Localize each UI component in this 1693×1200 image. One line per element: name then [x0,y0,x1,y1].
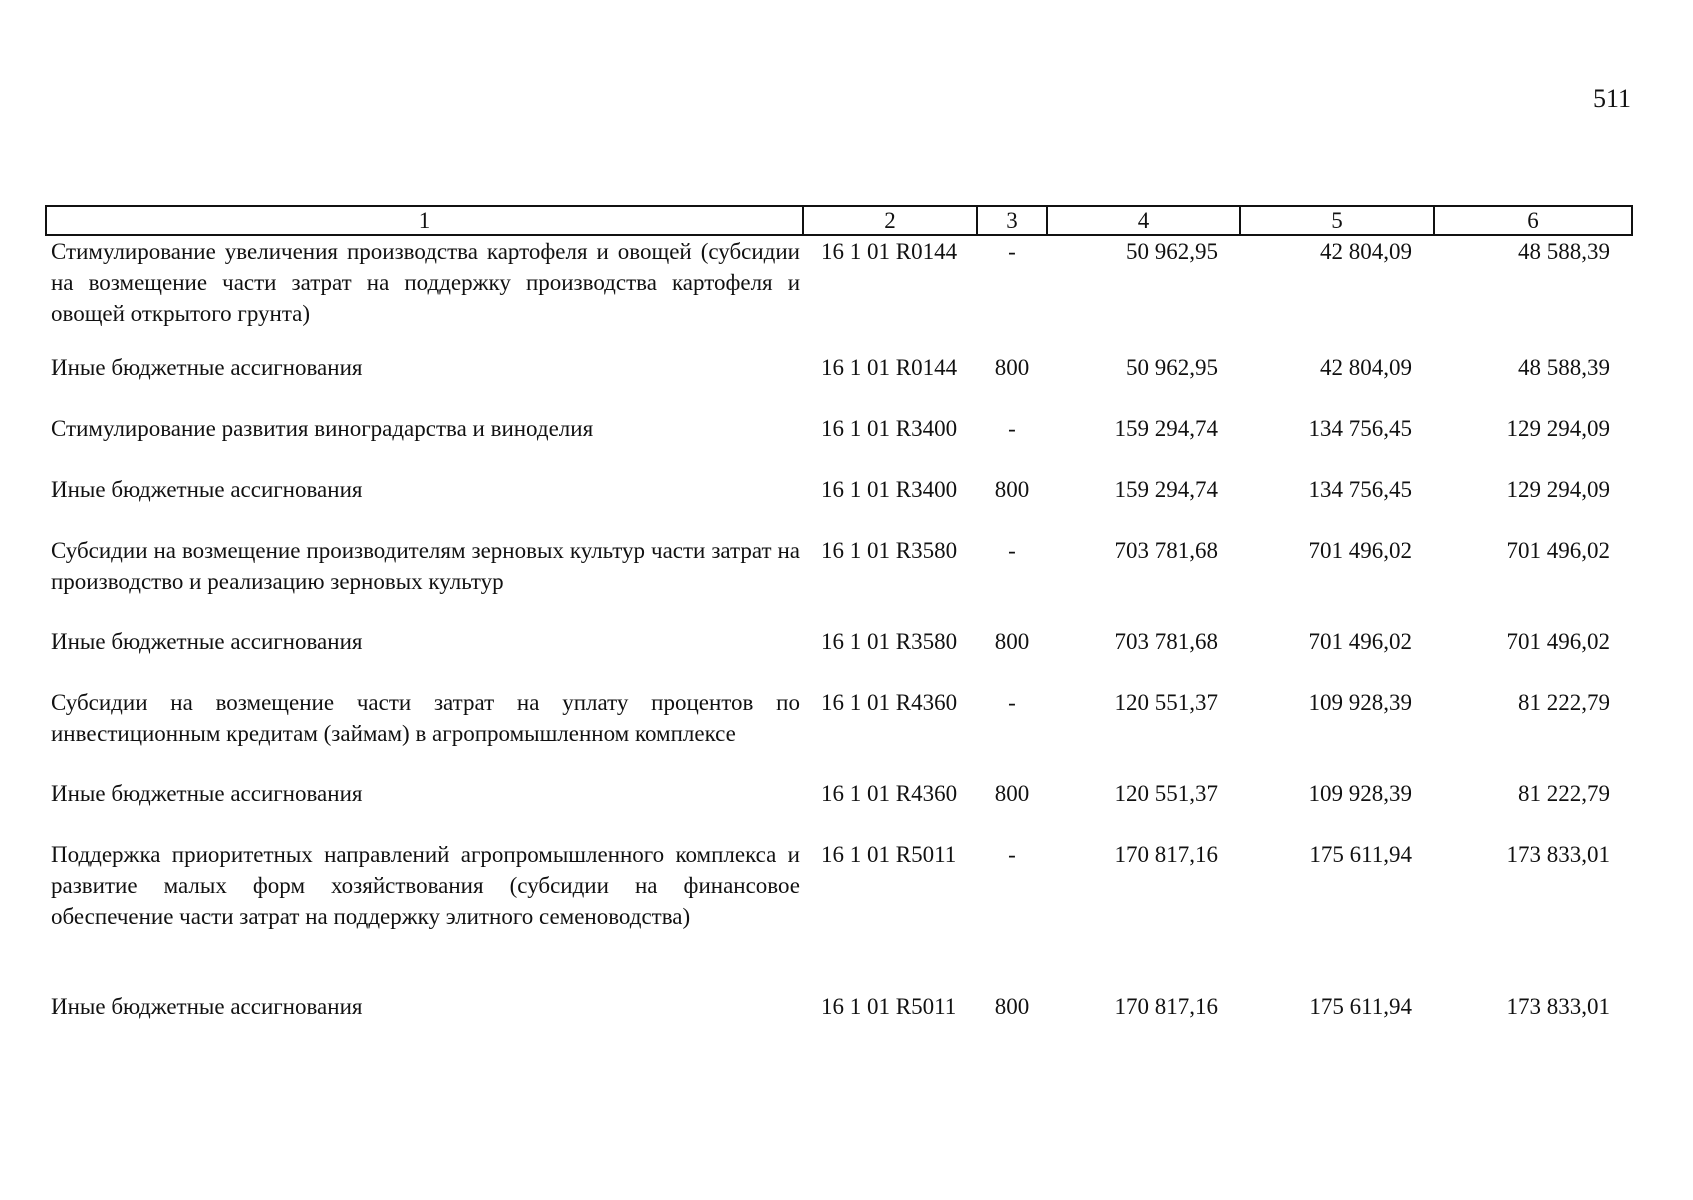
row-value-col6: 129 294,09 [1506,416,1610,441]
row-name: Стимулирование увеличения производства картофеля и овощей (субсидии на возмещение части затрат на поддержку производства картофеля и овощей открытого грунта) [51,239,800,326]
column-header-1: 1 [46,206,803,235]
row-expense-type: 800 [994,994,1030,1019]
row-expense-type: - [1008,416,1016,441]
table-row [46,626,1632,687]
row-value-col5: 134 756,45 [1308,416,1412,441]
row-value-col4: 703 781,68 [1114,538,1218,563]
row-expense-type: - [1008,690,1016,715]
table-row [46,352,1632,413]
row-value-col4: 703 781,68 [1114,629,1218,654]
row-code: 16 1 01 R3580 [821,538,958,563]
row-value-col6: 81 222,79 [1518,690,1610,715]
table-row [46,474,1632,535]
table-header [46,206,1632,235]
row-value-col5: 701 496,02 [1308,538,1412,563]
column-header-6: 6 [1434,206,1632,235]
table-row [46,778,1632,839]
row-code: 16 1 01 R4360 [821,690,958,715]
table-row [46,535,1632,626]
table-row [46,413,1632,474]
row-value-col6: 48 588,39 [1518,355,1610,380]
table-body [46,235,1632,1031]
row-value-col5: 701 496,02 [1308,629,1412,654]
row-name: Иные бюджетные ассигнования [51,994,363,1019]
row-name: Стимулирование развития виноградарства и виноделия [51,416,594,441]
row-value-col6: 701 496,02 [1506,538,1610,563]
budget-table [45,205,1633,1031]
row-value-col5: 42 804,09 [1320,239,1412,264]
table-row [46,687,1632,778]
row-expense-type: 800 [994,629,1030,654]
row-code: 16 1 01 R3580 [821,629,958,654]
row-value-col6: 129 294,09 [1506,477,1610,502]
row-value-col4: 120 551,37 [1114,781,1218,806]
row-name: Иные бюджетные ассигнования [51,355,363,380]
row-name: Поддержка приоритетных направлений агропромышленного комплекса и развитие малых форм хозяйствования (субсидии на финансовое обеспечение части затрат на поддержку элитного семеноводства) [51,842,800,929]
row-code: 16 1 01 R5011 [821,842,957,867]
header-row [46,206,1632,235]
row-name: Иные бюджетные ассигнования [51,781,363,806]
row-expense-type: - [1008,842,1016,867]
row-expense-type: 800 [994,477,1030,502]
row-value-col6: 173 833,01 [1506,994,1610,1019]
row-code: 16 1 01 R3400 [821,477,958,502]
row-code: 16 1 01 R5011 [821,994,957,1019]
row-value-col4: 120 551,37 [1114,690,1218,715]
row-code: 16 1 01 R0144 [821,355,958,380]
row-expense-type: - [1008,239,1016,264]
column-header-5: 5 [1240,206,1434,235]
row-value-col4: 170 817,16 [1114,842,1218,867]
table-row [46,839,1632,991]
row-value-col4: 50 962,95 [1126,355,1218,380]
row-value-col6: 48 588,39 [1518,239,1610,264]
row-value-col5: 109 928,39 [1308,690,1412,715]
row-name: Иные бюджетные ассигнования [51,477,363,502]
column-header-2: 2 [803,206,977,235]
row-value-col6: 81 222,79 [1518,781,1610,806]
row-name: Субсидии на возмещение производителям зерновых культур части затрат на производство и реализацию зерновых культур [51,538,800,594]
row-code: 16 1 01 R0144 [821,239,958,264]
row-expense-type: - [1008,538,1016,563]
row-value-col5: 42 804,09 [1320,355,1412,380]
table-row [46,991,1632,1031]
row-value-col4: 159 294,74 [1114,477,1218,502]
table-row [46,235,1632,352]
row-value-col4: 159 294,74 [1114,416,1218,441]
column-header-3: 3 [977,206,1047,235]
row-name: Субсидии на возмещение части затрат на уплату процентов по инвестиционным кредитам (займам) в агропромышленном комплексе [51,690,800,746]
row-name: Иные бюджетные ассигнования [51,629,363,654]
row-code: 16 1 01 R3400 [821,416,958,441]
row-expense-type: 800 [994,355,1030,380]
row-value-col4: 50 962,95 [1126,239,1218,264]
page-number: 511 [1592,84,1631,113]
row-expense-type: 800 [994,781,1030,806]
row-value-col5: 134 756,45 [1308,477,1412,502]
column-header-4: 4 [1047,206,1240,235]
row-value-col5: 109 928,39 [1308,781,1412,806]
row-value-col5: 175 611,94 [1309,994,1412,1019]
row-value-col5: 175 611,94 [1309,842,1412,867]
row-value-col6: 173 833,01 [1506,842,1610,867]
row-value-col6: 701 496,02 [1506,629,1610,654]
row-code: 16 1 01 R4360 [821,781,958,806]
row-value-col4: 170 817,16 [1114,994,1218,1019]
